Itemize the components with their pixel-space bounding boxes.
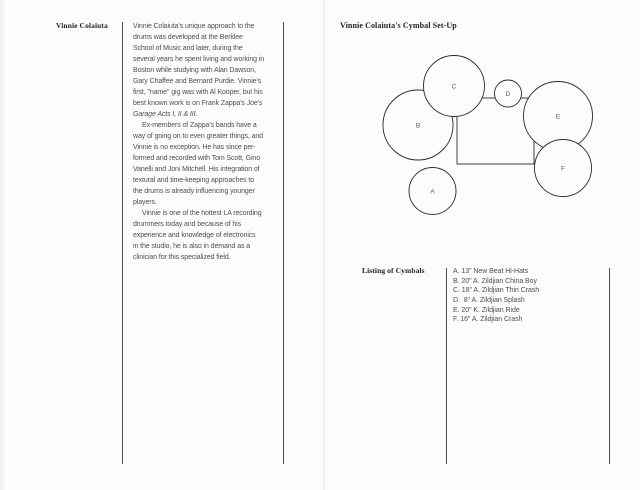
listing-of-cymbals-heading: Listing of Cymbals <box>362 266 425 275</box>
listing-divider-rule <box>609 268 610 464</box>
cymbal-listing <box>453 267 539 325</box>
cymbal-label-b: B <box>415 122 421 130</box>
column-divider-rule <box>122 22 123 464</box>
cymbal-setup-diagram <box>375 50 600 220</box>
cymbal-label-d: D <box>505 90 511 98</box>
listing-divider-rule <box>446 268 447 464</box>
bio-paragraph: Ex-members of Zappa's bands have a way of going on to even greater things, and Vinnie is no exception. He has since per- formed and recorded with Tom Scott, Gino Vanelli and Joni Mitchell. His integration of textural and time-keeping approaches to the drums is already influencing younger players. <box>133 122 263 206</box>
cymbal-list-item: A. 13" New Beat Hi-Hats <box>453 268 529 275</box>
column-divider-rule <box>283 22 284 464</box>
cymbal-circle-f <box>535 140 592 197</box>
cymbal-list-item: B. 20" A. Zildjian China Boy <box>453 277 537 285</box>
cymbal-circle-a <box>409 168 456 215</box>
cymbal-label-c: C <box>451 83 457 91</box>
cymbal-list-item: D. 8" A. Zildjian Splash <box>453 297 525 305</box>
cymbal-label-e: E <box>555 113 561 121</box>
cymbal-label-f: F <box>561 165 565 173</box>
bio-paragraph: Vinnie is one of the hottest LA recording drummers today and because of his experience and knowledge of electronics in the studio, he is also in demand as a clinician for this specialized field. <box>133 210 262 261</box>
artist-name-heading: Vinnie Colaiuta <box>56 21 108 30</box>
cymbal-list-item: F. 16" A. Zildjian Crash <box>453 316 523 324</box>
cymbal-circle-d <box>495 80 522 107</box>
bio-paragraph: Vinnie Colaiuta's unique approach to the drums was developed at the Berklee School of Music and later, during the several years he spent living and working in Boston while studying with Alan Dawson, Gary Chaffee and Bernard Purdie. Vinnie's first, "name" gig was with Al Kooper, but his best known work is on Frank Zappa's Joe's Garage Acts I, II & III. <box>133 23 265 118</box>
cymbal-label-a: A <box>430 188 435 196</box>
bio-text-column <box>133 21 285 263</box>
cymbal-list-item: C. 18" A. Zildjian Thin Crash <box>453 287 540 295</box>
cymbal-setup-title: Vinnie Colaiuta's Cymbal Set-Up <box>340 21 457 30</box>
cymbal-list-item: E. 20" K. Zildjian Ride <box>453 306 520 314</box>
cymbal-circle-c <box>424 56 485 117</box>
page-fold-crease <box>322 0 326 490</box>
